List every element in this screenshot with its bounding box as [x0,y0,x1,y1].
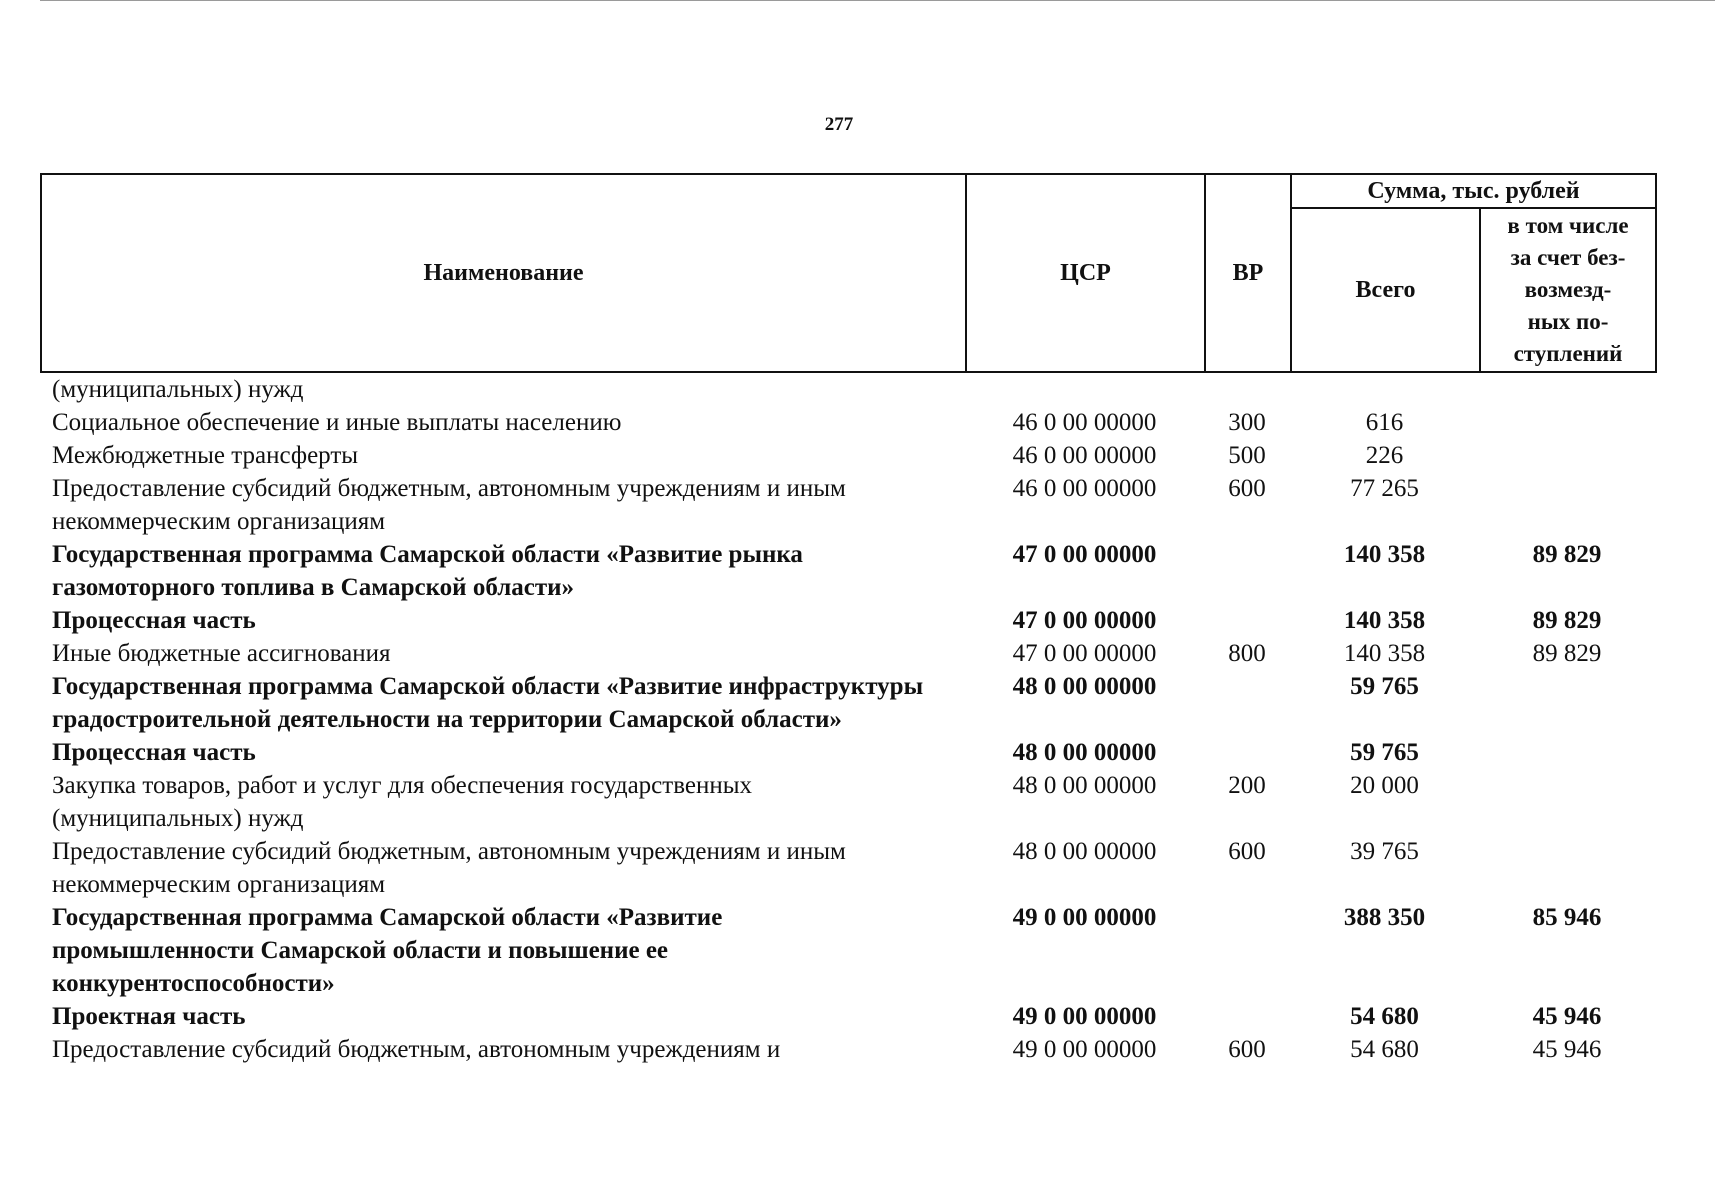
cell-vr: 600 [1228,1036,1266,1063]
cell-incl [1479,373,1655,406]
header-total: Всего [1291,208,1480,372]
cell-vr [1204,901,1290,1000]
cell-name: Предоставление субсидий бюджетным, автономным учреждениям и [52,1036,781,1063]
header-incl-line: в том числе [1507,213,1629,238]
table-row [40,1033,1655,1066]
cell-name: Социальное обеспечение и иные выплаты населению [52,409,622,436]
table-row [40,406,1655,439]
cell-name: Процессная часть [52,607,256,634]
cell-incl [1479,670,1655,736]
cell-total: 59 765 [1350,739,1419,766]
cell-csr: 47 0 00 00000 [1012,607,1157,634]
cell-total: 140 358 [1343,640,1426,667]
cell-csr: 47 0 00 00000 [1012,640,1157,667]
header-name: Наименование [41,174,966,372]
cell-name: Государственная программа Самарской области «Развитие промышленности Самарской области и повышение ее конкурентоспособности» [52,904,723,997]
cell-total: 77 265 [1350,475,1419,502]
cell-total: 616 [1365,409,1404,436]
cell-total: 140 358 [1343,541,1426,568]
cell-incl [1479,406,1655,439]
cell-name: Межбюджетные трансферты [52,442,359,469]
header-sum: Сумма, тыс. рублей [1291,174,1656,208]
cell-incl: 89 829 [1532,640,1602,667]
table-header [40,173,1657,373]
cell-vr: 600 [1228,838,1266,865]
cell-name: Иные бюджетные ассигнования [52,640,391,667]
cell-csr: 47 0 00 00000 [1012,541,1157,568]
table-row [40,901,1655,1000]
cell-csr: 48 0 00 00000 [1012,673,1157,700]
table-row [40,439,1655,472]
cell-incl [1479,769,1655,835]
table-row [40,736,1655,769]
cell-incl: 45 946 [1532,1036,1602,1063]
table-row [40,472,1655,538]
table-row [40,769,1655,835]
cell-vr: 800 [1228,640,1266,667]
cell-name: Закупка товаров, работ и услуг для обеспечения государственных (муниципальных) нужд [52,772,753,832]
cell-vr: 200 [1228,772,1266,799]
table-row [40,1000,1655,1033]
cell-vr [1204,604,1290,637]
cell-total: 226 [1365,442,1404,469]
cell-incl [1479,736,1655,769]
table-row [40,670,1655,736]
cell-total: 140 358 [1343,607,1426,634]
cell-name: Предоставление субсидий бюджетным, автономным учреждениям и иным некоммерческим организациям [52,475,846,535]
cell-total: 54 680 [1350,1036,1419,1063]
cell-name: (муниципальных) нужд [52,376,304,403]
cell-total: 54 680 [1350,1003,1419,1030]
header-csr: ЦСР [966,174,1205,372]
cell-name: Государственная программа Самарской области «Развитие инфраструктуры градостроительной деятельности на территории Самарской области» [52,673,924,733]
table-row [40,538,1655,604]
cell-vr: 500 [1228,442,1266,469]
header-incl-line: возмезд- [1524,277,1612,302]
cell-incl: 89 829 [1532,541,1602,568]
cell-name: Государственная программа Самарской области «Развитие рынка газомоторного топлива в Самарской области» [52,541,803,601]
cell-incl [1479,472,1655,538]
cell-name: Процессная часть [52,739,256,766]
cell-csr: 49 0 00 00000 [1012,904,1157,931]
cell-csr: 48 0 00 00000 [1012,772,1157,799]
cell-csr: 46 0 00 00000 [1012,475,1157,502]
table-body [40,373,1655,1066]
cell-csr: 49 0 00 00000 [1012,1003,1157,1030]
cell-csr: 48 0 00 00000 [1012,739,1157,766]
cell-incl: 89 829 [1532,607,1602,634]
cell-total: 59 765 [1350,673,1419,700]
cell-name: Проектная часть [52,1003,246,1030]
cell-total: 39 765 [1350,838,1419,865]
cell-vr [1204,736,1290,769]
cell-csr: 46 0 00 00000 [1012,442,1157,469]
cell-total: 20 000 [1350,772,1419,799]
cell-vr [1204,1000,1290,1033]
cell-vr [1204,670,1290,736]
cell-csr: 46 0 00 00000 [1012,409,1157,436]
table-row [40,604,1655,637]
cell-incl: 85 946 [1532,904,1602,931]
cell-vr: 600 [1228,475,1266,502]
table-row [40,373,1655,406]
cell-vr: 300 [1228,409,1266,436]
header-incl [1480,208,1656,372]
page-number: 277 [824,114,854,135]
cell-incl [1479,835,1655,901]
cell-total [1290,373,1479,406]
header-incl-line: ных по- [1527,309,1609,334]
header-incl-line: ступлений [1513,341,1623,366]
cell-csr [965,373,1204,406]
top-rule [40,0,1715,1]
header-vr: ВР [1205,174,1291,372]
cell-csr: 49 0 00 00000 [1012,1036,1157,1063]
cell-name: Предоставление субсидий бюджетным, автономным учреждениям и иным некоммерческим организациям [52,838,846,898]
table-row [40,637,1655,670]
cell-vr [1204,373,1290,406]
cell-csr: 48 0 00 00000 [1012,838,1157,865]
cell-total: 388 350 [1343,904,1426,931]
cell-vr [1204,538,1290,604]
header-incl-line: за счет без- [1510,245,1626,270]
table-row [40,835,1655,901]
cell-incl [1479,439,1655,472]
cell-incl: 45 946 [1532,1003,1602,1030]
